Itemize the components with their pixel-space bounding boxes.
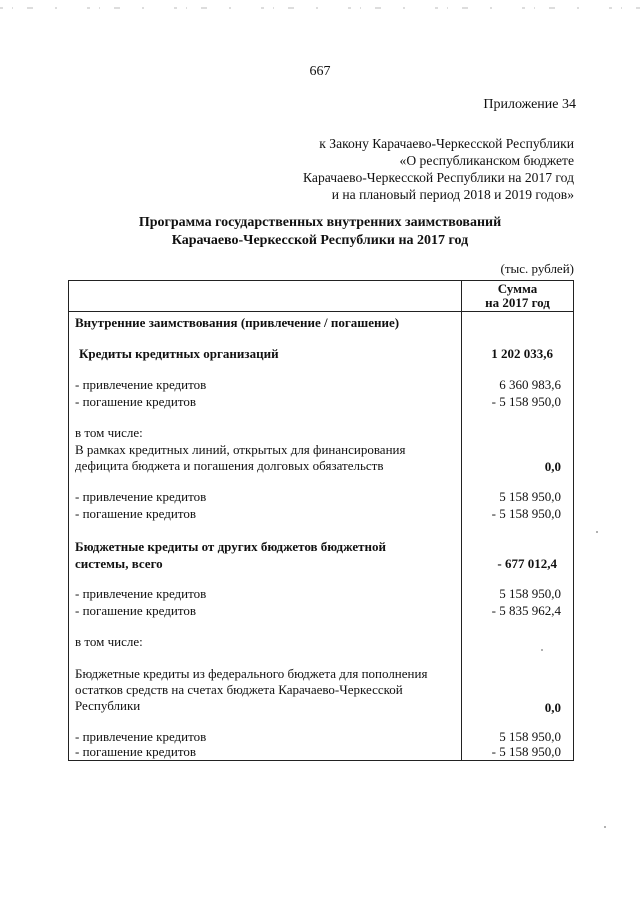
scan-speck xyxy=(596,531,598,533)
row-label: Бюджетные кредиты из федерального бюджета для пополнения остатков средств на счетах бюджета Карачаево-Черкесской Республики xyxy=(75,666,428,713)
row-label: - погашение кредитов xyxy=(75,506,196,521)
amount-column-header xyxy=(462,282,573,310)
law-reference-line: к Закону Карачаево-Черкесской Республики xyxy=(319,136,574,151)
row-value: 5 158 950,0 xyxy=(499,489,561,504)
column-header-line: Сумма xyxy=(497,281,538,296)
row-value: 0,0 xyxy=(544,459,561,474)
header-divider xyxy=(69,311,573,312)
column-header-line: на 2017 год xyxy=(485,295,550,310)
appendix-label: Приложение 34 xyxy=(483,97,576,112)
document-title xyxy=(60,214,580,250)
units-label: (тыс. рублей) xyxy=(500,261,574,276)
borrowing-table xyxy=(68,280,574,761)
row-label: - привлечение кредитов xyxy=(75,489,207,504)
row-label: Кредиты кредитных организаций xyxy=(79,346,279,361)
row-label: в том числе: xyxy=(75,425,143,440)
row-label: - погашение кредитов xyxy=(75,603,196,618)
row-label: - привлечение кредитов xyxy=(75,729,207,744)
row-value: - 5 158 950,0 xyxy=(491,506,561,521)
column-divider xyxy=(461,281,462,760)
scan-speck xyxy=(604,826,606,828)
row-label: В рамках кредитных линий, открытых для финансирования дефицита бюджета и погашения долговых обязательств xyxy=(75,442,406,473)
row-label: - погашение кредитов xyxy=(75,744,196,759)
document-title-line: Карачаево-Черкесской Республики на 2017 год xyxy=(171,233,469,248)
row-label: Бюджетные кредиты от других бюджетов бюджетной системы, всего xyxy=(75,539,386,571)
row-value: - 5 835 962,4 xyxy=(491,603,561,618)
law-reference-line: «О республиканском бюджете xyxy=(399,153,574,168)
scan-edge-marks xyxy=(0,6,640,10)
row-label: - привлечение кредитов xyxy=(75,586,207,601)
law-reference-line: и на плановый период 2018 и 2019 годов» xyxy=(331,187,574,202)
row-value: 0,0 xyxy=(544,700,561,715)
row-value: 5 158 950,0 xyxy=(499,586,561,601)
row-value: - 5 158 950,0 xyxy=(491,394,561,409)
row-label: - привлечение кредитов xyxy=(75,377,207,392)
row-label: Внутренние заимствования (привлечение / погашение) xyxy=(75,315,400,330)
row-value: 6 360 983,6 xyxy=(499,377,561,392)
row-value: - 5 158 950,0 xyxy=(491,744,561,759)
law-reference-line: Карачаево-Черкесской Республики на 2017 год xyxy=(303,170,574,185)
document-title-line: Программа государственных внутренних заимствований xyxy=(138,215,502,230)
row-label: в том числе: xyxy=(75,634,143,649)
row-label: - погашение кредитов xyxy=(75,394,196,409)
scan-speck xyxy=(541,649,543,651)
row-value: 1 202 033,6 xyxy=(491,346,553,361)
page-number: 667 xyxy=(309,64,331,79)
law-reference xyxy=(174,135,574,203)
row-value: - 677 012,4 xyxy=(497,556,557,571)
row-value: 5 158 950,0 xyxy=(499,729,561,744)
